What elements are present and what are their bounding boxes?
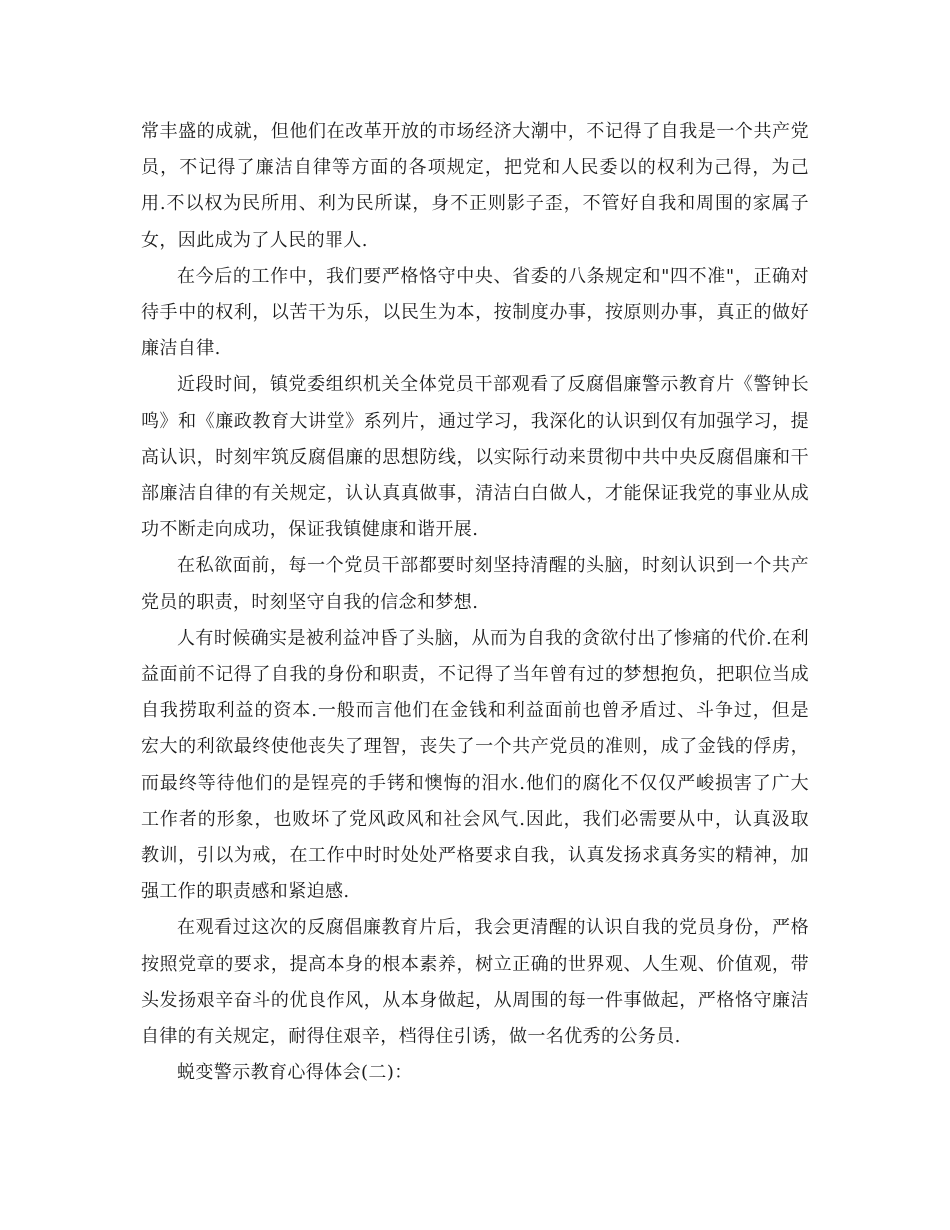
paragraph-resolution: 在观看过这次的反腐倡廉教育片后，我会更清醒的认识自我的党员身份，严格按照党章的要求，提高本身的根本素养，树立正确的世界观、人生观、价值观，带头发扬艰辛奋斗的优良作风，从本身做起，从周围的每一件事做起，严格恪守廉洁自律的有关规定，耐得住艰辛，档得住引诱，做一名优秀的公务员.: [141, 917, 809, 1048]
document-body: [141, 114, 809, 1091]
paragraph-future-work: 在今后的工作中，我们要严格恪守中央、省委的八条规定和"四不准"，正确对待手中的权利，以苦干为乐，以民生为本，按制度办事，按原则办事，真正的做好廉洁自律.: [141, 265, 809, 360]
paragraph-lessons: 人有时候确实是被利益冲昏了头脑，从而为自我的贪欲付出了惨痛的代价.在利益面前不记得了自我的身份和职责，不记得了当年曾有过的梦想抱负，把职位当成自我捞取利益的资本.一般而言他们在金钱和利益面前也曾矛盾过、斗争过，但是宏大的利欲最终使他丧失了理智，丧失了一个共产党员的准则，成了金钱的俘虏，而最终等待他们的是锃亮的手铐和懊悔的泪水.他们的腐化不仅仅严峻损害了广大工作者的形象，也败坏了党风政风和社会风气.因此，我们必需要从中，认真汲取教训，引以为戒，在工作中时时处处严格要求自我，认真发扬求真务实的精神，加强工作的职责感和紧迫感.: [141, 627, 809, 903]
paragraph-selfish-desire: 在私欲面前，每一个党员干部都要时刻坚持清醒的头脑，时刻认识到一个共产党员的职责，时刻坚守自我的信念和梦想.: [141, 555, 809, 613]
paragraph-recent-study: 近段时间，镇党委组织机关全体党员干部观看了反腐倡廉警示教育片《警钟长鸣》和《廉政教育大讲堂》系列片，通过学习，我深化的认识到仅有加强学习，提高认识，时刻牢筑反腐倡廉的思想防线，以实际行动来贯彻中共中央反腐倡廉和干部廉洁自律的有关规定，认认真真做事，清洁白白做人，才能保证我党的事业从成功不断走向成功，保证我镇健康和谐开展.: [141, 374, 809, 541]
section-heading: 蜕变警示教育心得体会(二)：: [177, 1062, 413, 1084]
paragraph-continued: 常丰盛的成就，但他们在改革开放的市场经济大潮中，不记得了自我是一个共产党员，不记得了廉洁自律等方面的各项规定，把党和人民委以的权利为己得，为己用.不以权为民所用、利为民所谋，身不正则影子歪，不管好自我和周围的家属子女，因此成为了人民的罪人.: [141, 121, 809, 251]
